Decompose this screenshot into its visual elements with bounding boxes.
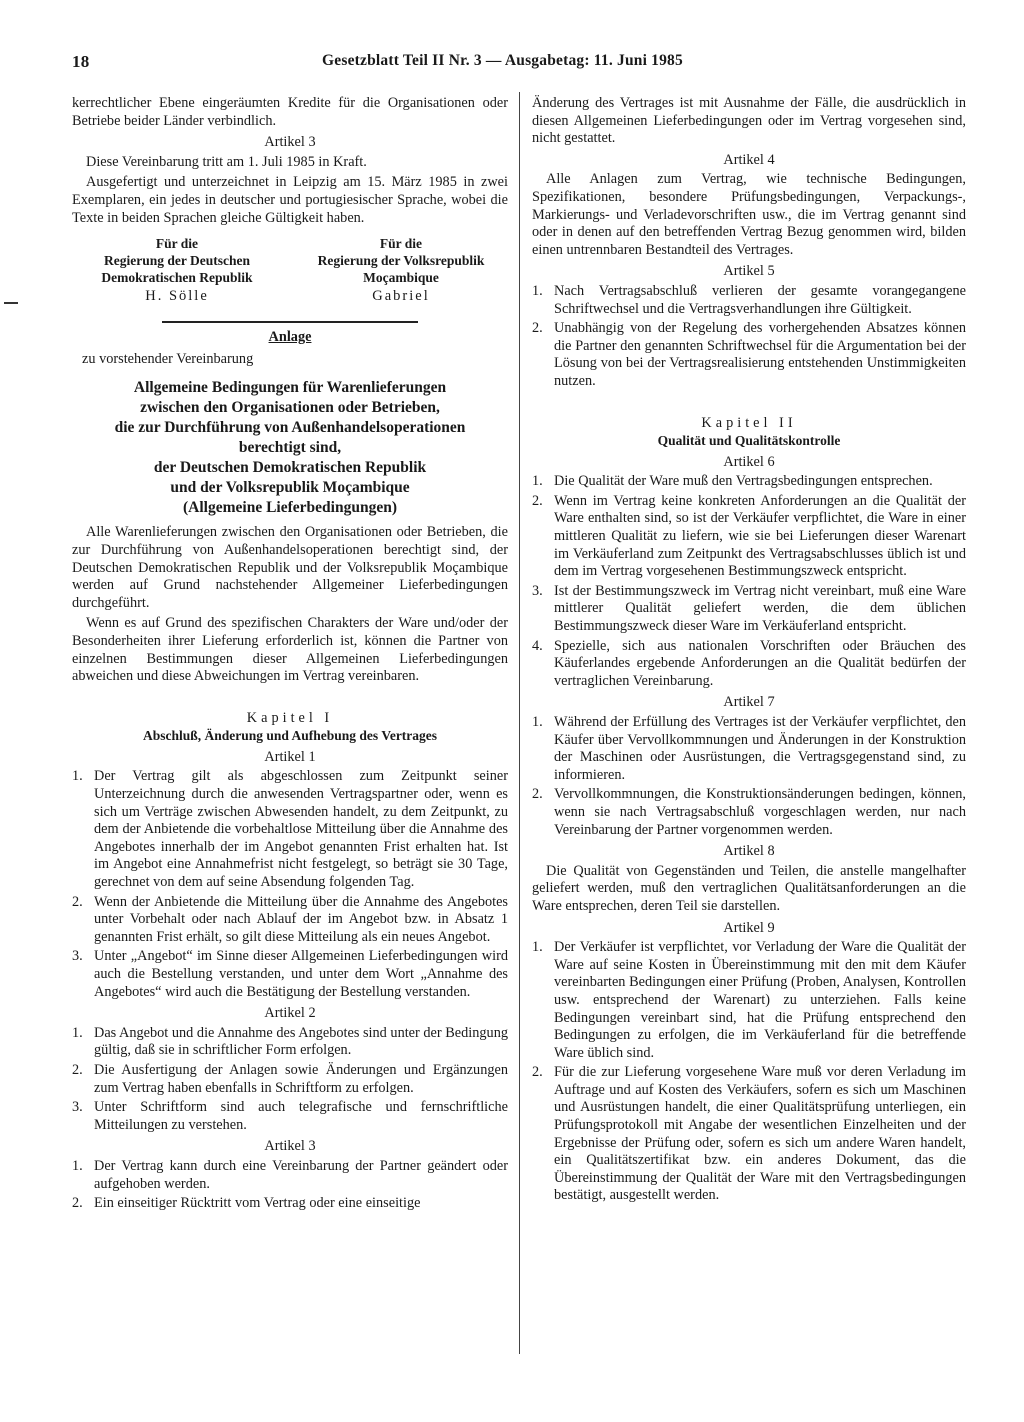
item-text: Ist der Bestimmungszweck im Vertrag nicht vereinbart, muß eine Ware mittlerer Qualität geliefert werden, die dem üblichen Bestimmungszweck dieser Ware im Verkäuferland entspricht. [554, 582, 966, 635]
signature-moz-line-1: Für die [379, 236, 423, 252]
item-number: 2. [532, 492, 543, 509]
item-number: 2. [532, 1064, 543, 1081]
item-text: Der Verkäufer ist verpflichtet, vor Verladung der Ware die Qualität der Ware auf seine Kosten in Übereinstimmung mit den mit dem Käufer vereinbarten Bedingungen einer Prüfung (Proben, Analysen, Kontrollen usw. entsprechend der Warenart) zu unterziehen. Falls keine Bedingungen vereinbart sind, hat die Prüfung entsprechend den Bedingungen zu erfolgen, die im Verkäuferland für die betreffende Ware üblich sind. [554, 939, 966, 1061]
title-line: und der Volksrepublik Moçambique [170, 479, 410, 497]
article-3b-list [72, 1158, 508, 1213]
list-item [72, 1099, 508, 1134]
item-text: Spezielle, sich aus nationalen Vorschriften oder Bräuchen des Käuferlandes ergebende Anforderungen an die Qualität bedürfen der vertraglichen Vereinbarung. [554, 637, 966, 689]
article-3-heading: Artikel 3 [264, 134, 316, 151]
annex-heading [72, 329, 508, 347]
item-number: 1. [72, 1157, 83, 1174]
article-4-text: Alle Anlagen zum Vertrag, wie technische Bedingungen, Spezifikationen, besondere Prüfungsbedingungen, Verpackungs-, Markierungs- und Verladevorschriften usw., die im Vertrag genannt sind oder in denen auf den betreffenden Vertrag Bezug genommen wird, bilden einen untrennbaren Bestandteil des Vertrages. [532, 171, 966, 258]
chapter-1-heading: Kapitel I [246, 709, 334, 726]
signature-block [72, 235, 508, 305]
item-text: Während der Erfüllung des Vertrages ist der Verkäufer verpflichtet, den Käufer über Vervollkommnungen und Änderungen in der Konstruktion der Maschinen oder Ausrüstungen, die Vertragsgegenstand sind, zu informieren. [554, 714, 966, 783]
intro-paragraph: kerrechtlicher Ebene eingeräumten Kredite für die Organisationen oder Betriebe beider Länder verbindlich. [72, 95, 508, 129]
item-text: Wenn im Vertrag keine konkreten Anforderungen an die Qualität der Ware enthalten sind, so ist der Verkäufer verpflichtet, die Ware in einer mittleren Qualität zu liefern, wie sie bei Lieferungen dieser Warenart im Verkäuferland zum Zeitpunkt des Vertragsabschlusses üblich ist und dem im Vertrag vorgesehenen Bestimmungszweck entspricht. [554, 492, 966, 580]
article-2-list [72, 1025, 508, 1135]
item-text: Der Vertrag kann durch eine Vereinbarung der Partner geändert oder aufgehoben werden. [94, 1157, 508, 1192]
item-number: 1. [532, 282, 543, 299]
item-number: 1. [532, 939, 543, 956]
list-item [72, 894, 508, 947]
list-item [532, 1064, 966, 1205]
article-4-heading: Artikel 4 [723, 151, 775, 168]
item-text: Die Ausfertigung der Anlagen sowie Änderungen und Ergänzungen zum Vertrag haben ebenfalls in Schriftform zu erfolgen. [94, 1061, 508, 1096]
annex-subheading: zu vorstehender Vereinbarung [82, 350, 254, 367]
list-item [532, 320, 966, 390]
list-item [532, 283, 966, 318]
article-3b-heading: Artikel 3 [264, 1138, 316, 1155]
title-line: die zur Durchführung von Außenhandelsoperationen [114, 419, 466, 437]
item-text: Vervollkommnungen, die Konstruktionsänderungen bedingen, können, wenn sie nach Vertragsabschluß vorgeschlagen werden, nur nach Vereinbarung der Partner vorgenommen werden. [554, 786, 966, 838]
conditions-title [72, 378, 508, 518]
general-paragraph-1: Alle Warenlieferungen zwischen den Organisationen oder Betrieben, die zur Durchführung von Außenhandelsoperationen berechtigt sind, der Deutschen Demokratischen Republik und der Volksrepublik Moçambique werden auf Grund nachstehender Allgemeiner Lieferbedingungen durchgeführt. [72, 524, 508, 611]
signature-moz-line-2: Regierung der Volksrepublik [317, 253, 485, 269]
item-text: Nach Vertragsabschluß verlieren der gesamte vorangegangene Schriftwechsel und die Vertragsverhandlungen ihre Gültigkeit. [554, 282, 966, 317]
item-text: Das Angebot und die Annahme des Angebotes sind unter der Bedingung gültig, daß sie in schriftlicher Form erfolgen. [94, 1024, 508, 1059]
page-number: 18 [72, 52, 90, 71]
item-text: Unter Schriftform sind auch telegrafische und fernschriftliche Mitteilungen zu verstehen. [94, 1099, 508, 1133]
article-3-text: Diese Vereinbarung tritt am 1. Juli 1985 in Kraft. [86, 153, 367, 170]
item-number: 2. [532, 320, 543, 337]
gazette-title: Gesetzblatt Teil II Nr. 3 — Ausgabetag: 11. Juni 1985 [322, 52, 683, 69]
column-divider [519, 92, 520, 1354]
item-text: Für die zur Lieferung vorgesehene Ware muß vor deren Verladung im Auftrage und auf Kosten des Verkäufers, sofern es sich um Maschinen und Ausrüstungen handelt, die einer Qualitätsprüfung unterliegen, ein Prüfungsprotokoll mit Angabe der wesentlichen Einzelheiten und der Ergebnisse der Prüfung oder, sofern es sich um andere Waren handelt, ein Qualitätszertifikat bzw. ein anderes Dokument, das die Übereinstimmung der Qualität der Ware mit den Vertragsbedingungen bestätigt, ausgestellt werden. [554, 1064, 966, 1204]
title-line: zwischen den Organisationen oder Betrieben, [140, 399, 440, 417]
signature-gdr [72, 235, 282, 305]
signing-paragraph: Ausgefertigt und unterzeichnet in Leipzig am 15. März 1985 in zwei Exemplaren, ein jedes in deutscher und portugiesischer Sprache, wobei die Texte in beiden Sprachen gleiche Gültigkeit haben. [72, 174, 508, 226]
item-number: 3. [72, 948, 83, 965]
article-9-list [532, 939, 966, 1205]
item-number: 1. [72, 768, 83, 785]
chapter-2-heading: Kapitel II [701, 414, 797, 431]
item-text: Ein einseitiger Rücktritt vom Vertrag oder eine einseitige [94, 1195, 421, 1212]
item-number: 1. [72, 1024, 83, 1041]
article-5-list [532, 283, 966, 391]
list-item [72, 1158, 508, 1193]
signature-gdr-line-2: Regierung der Deutschen [104, 253, 250, 269]
item-text: Unabhängig von der Regelung des vorhergehenden Absatzes können die Partner den genannten Schriftwechsel für die Argumentation bei der Lösung von bei der Vertragsrealisierung entstehenden Unstimmigkeiten nutzen. [554, 320, 966, 389]
signatory-mozambique: Gabriel [372, 288, 430, 305]
list-item [72, 768, 508, 891]
list-item [72, 1062, 508, 1097]
list-item [72, 948, 508, 1001]
list-item [532, 714, 966, 784]
item-number: 3. [532, 582, 543, 599]
title-line: (Allgemeine Lieferbedingungen) [183, 499, 397, 517]
item-text: Wenn der Anbietende die Mitteilung über die Annahme des Angebotes unter Vorbehalt oder nach Ablauf der im Angebot bzw. in Absatz 1 genannten Frist erhält, so gilt diese Mitteilung als ein neues Angebot. [94, 893, 508, 945]
item-text: Unter „Angebot“ im Sinne dieser Allgemeinen Lieferbedingungen wird auch die Bestellung verstanden, und unter dem Wort „Annahme des Angebotes“ wird auch die Bestätigung der Bestellung verstanden. [94, 948, 508, 1000]
article-6-heading: Artikel 6 [723, 453, 775, 470]
item-number: 2. [72, 1195, 83, 1212]
list-item [532, 583, 966, 636]
title-line: der Deutschen Demokratischen Republik [153, 459, 427, 477]
chapter-2-title: Qualität und Qualitätskontrolle [657, 433, 841, 449]
list-item [532, 638, 966, 691]
article-1-list [72, 768, 508, 1001]
continuation-paragraph: Änderung des Vertrages ist mit Ausnahme der Fälle, die ausdrücklich in diesen Allgemeinen Lieferbedingungen oder im Vertrag vorgesehen sind, nicht gestattet. [532, 95, 966, 147]
page-header [72, 52, 972, 74]
left-column [72, 95, 508, 1215]
item-number: 1. [532, 714, 543, 730]
title-line: Allgemeine Bedingungen für Warenlieferungen [133, 379, 447, 397]
list-item [532, 493, 966, 581]
article-2-heading: Artikel 2 [264, 1005, 316, 1022]
list-item [72, 1025, 508, 1060]
list-item [532, 939, 966, 1062]
article-7-list [532, 714, 966, 839]
article-5-heading: Artikel 5 [723, 263, 775, 280]
article-8-heading: Artikel 8 [723, 843, 775, 860]
item-number: 4. [532, 637, 543, 654]
item-number: 1. [532, 473, 543, 490]
item-number: 2. [72, 1061, 83, 1078]
section-rule [162, 321, 418, 323]
margin-mark [4, 302, 18, 304]
list-item [72, 1195, 508, 1213]
item-text: Die Qualität der Ware muß den Vertragsbedingungen entsprechen. [554, 473, 933, 490]
title-line: berechtigt sind, [238, 439, 342, 457]
list-item [532, 786, 966, 839]
general-paragraph-2: Wenn es auf Grund des spezifischen Charakters der Ware und/oder der Besonderheiten ihrer Lieferung erforderlich ist, können die Partner von einzelnen Bestimmungen dieser Allgemeinen Lieferbedingungen abweichen und diese Abweichungen im Vertrag vereinbaren. [72, 615, 508, 685]
item-number: 3. [72, 1099, 83, 1116]
article-1-heading: Artikel 1 [264, 748, 316, 765]
list-item [532, 473, 966, 491]
item-number: 2. [532, 786, 543, 803]
chapter-1-title: Abschluß, Änderung und Aufhebung des Vertrages [142, 728, 438, 744]
signatory-gdr: H. Sölle [145, 288, 209, 305]
signature-gdr-line-1: Für die [155, 236, 199, 252]
article-6-list [532, 473, 966, 690]
article-7-heading: Artikel 7 [723, 694, 775, 711]
signature-gdr-line-3: Demokratischen Republik [101, 270, 253, 286]
annex-label: Anlage [268, 329, 312, 346]
article-8-text: Die Qualität von Gegenständen und Teilen, die anstelle mangelhafter geliefert werden, muß den vertraglichen Qualitätsanforderungen an die Ware entsprechen, deren Teil sie darstellen. [532, 862, 966, 914]
article-9-heading: Artikel 9 [723, 919, 775, 936]
signature-moz-line-3: Moçambique [363, 270, 439, 286]
signature-mozambique [294, 235, 508, 305]
right-column [532, 95, 966, 1207]
item-number: 2. [72, 893, 83, 910]
item-text: Der Vertrag gilt als abgeschlossen zum Zeitpunkt seiner Unterzeichnung durch die anwesenden Vertragspartner oder, wenn es sich um Verträge zwischen Abwesenden handelt, zu dem Zeitpunkt, zu dem der Anbietende die vorbehaltlose Mitteilung über die Annahme des Angebotes innerhalb der im Angebot genannten Frist erhalten hat. Ist im Angebot eine Annahmefrist nicht festgelegt, so beträgt sie 30 Tage, gerechnet von dem auf seine Absendung folgenden Tag. [94, 768, 508, 891]
